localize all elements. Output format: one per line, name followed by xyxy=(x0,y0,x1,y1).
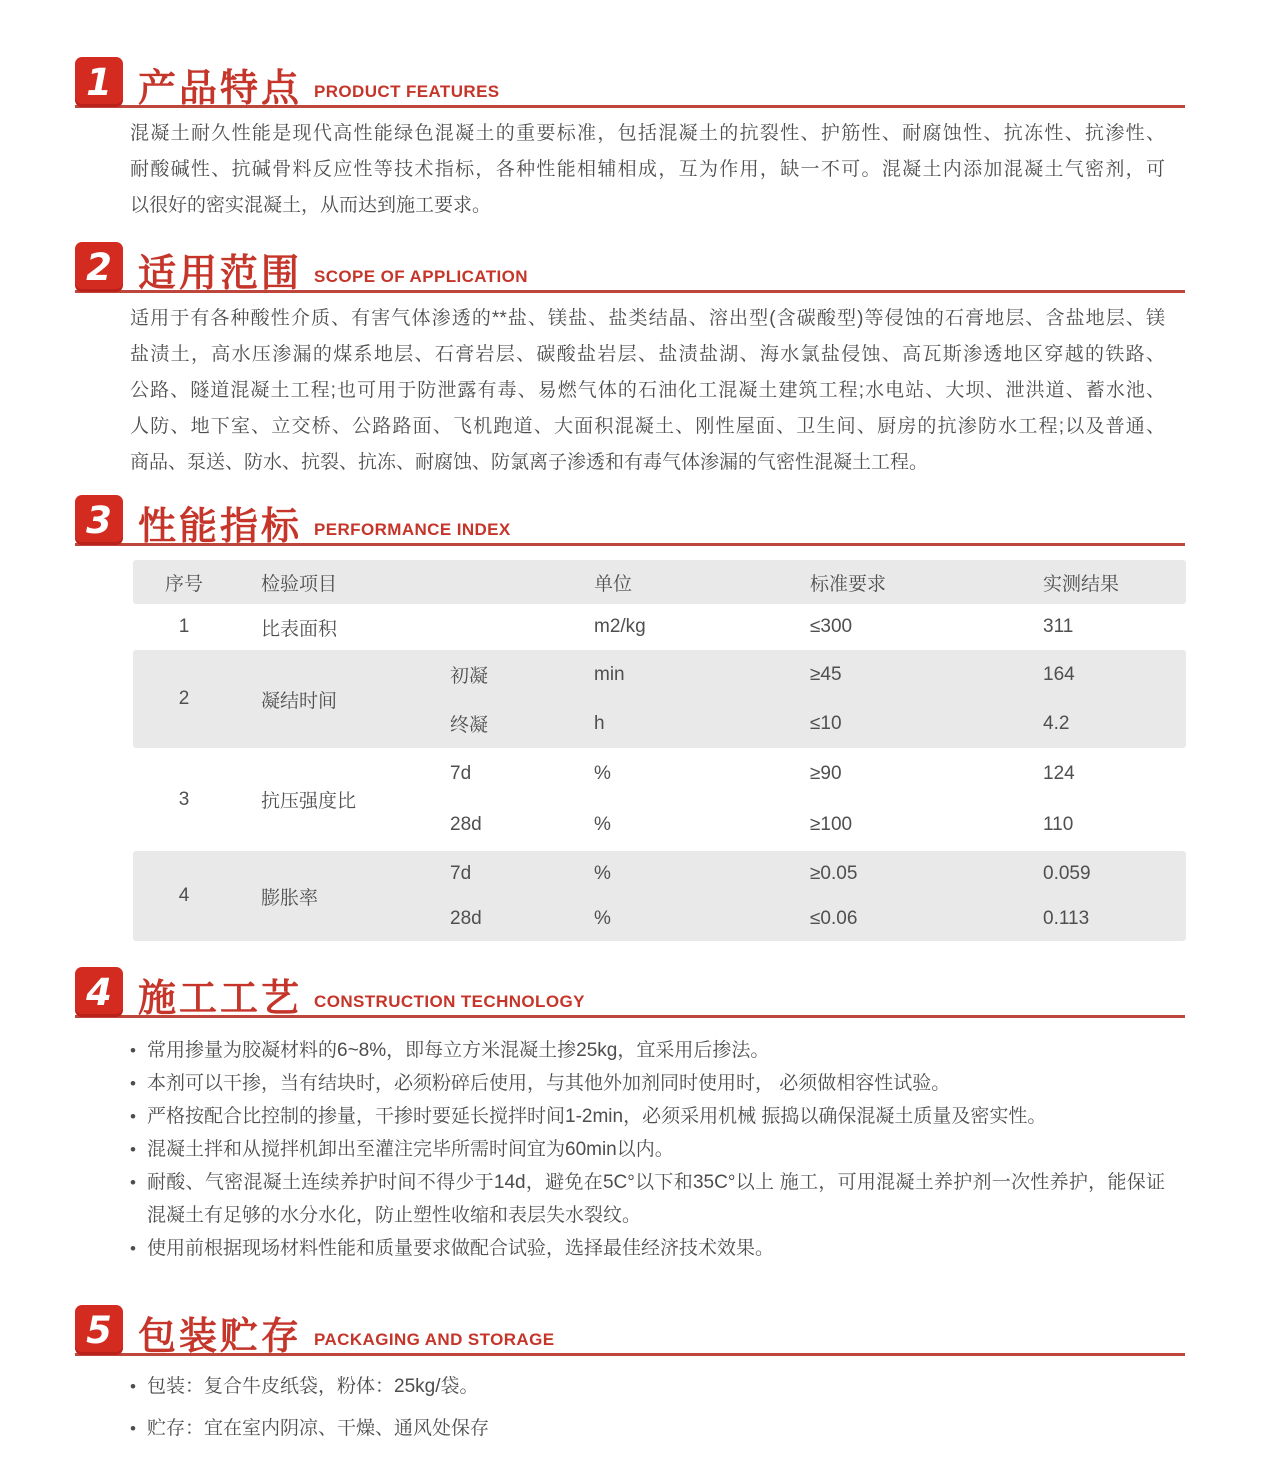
cell-no: 2 xyxy=(178,688,190,709)
cell-result: 0.113 xyxy=(1043,907,1090,929)
section-title-zh: 性能指标 xyxy=(138,506,303,548)
cell-result: 4.2 xyxy=(1043,712,1070,734)
paragraph-line: 公路、隧道混凝土工程;也可用于防泄露有毒、易燃气体的石油化工混凝土建筑工程;水电站、大坝、泄洪道、蓄水池、 xyxy=(130,380,1165,401)
paragraph-line: 适用于有各种酸性介质、有害气体渗透的**盐、镁盐、盐类结晶、溶出型(含碳酸型)等侵蚀的石膏地层、含盐地层、镁 xyxy=(130,308,1165,329)
section-title-en: SCOPE OF APPLICATION xyxy=(314,267,528,286)
table-row xyxy=(133,604,1186,650)
cell-sub: 终凝 xyxy=(450,715,489,736)
table-subrow xyxy=(430,851,1186,896)
list-item xyxy=(130,1414,1165,1444)
section-title-zh: 包装贮存 xyxy=(138,1316,303,1358)
bullet-dot-icon: • xyxy=(130,1041,136,1060)
section-title-zh: 施工工艺 xyxy=(138,978,303,1020)
cell-item: 比表面积 xyxy=(261,618,338,640)
list-item xyxy=(130,1166,1165,1232)
section-2-paragraph xyxy=(130,301,1165,481)
list-item-text: 混凝土拌和从搅拌机卸出至灌注完毕所需时间宜为60min以内。 xyxy=(147,1139,674,1160)
section-title-en: PRODUCT FEATURES xyxy=(314,82,500,101)
table-row xyxy=(133,851,1186,941)
cell-no: 3 xyxy=(178,788,190,810)
cell-std: ≤0.06 xyxy=(810,907,858,929)
table-subrow xyxy=(430,650,1186,699)
bullet-dot-icon: • xyxy=(130,1074,136,1093)
cell-std: ≤300 xyxy=(810,616,853,637)
cell-unit: m2/kg xyxy=(594,616,646,637)
cell-sub: 28d xyxy=(450,907,482,929)
list-item xyxy=(130,1372,1165,1402)
paragraph-line: 以很好的密实混凝土，从而达到施工要求。 xyxy=(130,195,492,216)
table-subrow xyxy=(430,800,1186,852)
construction-bullet-list xyxy=(130,1034,1165,1265)
cell-unit: % xyxy=(594,907,611,929)
col-header-item: 检验项目 xyxy=(261,573,338,595)
list-item xyxy=(130,1133,1165,1166)
section-title-en: PERFORMANCE INDEX xyxy=(314,520,511,539)
cell-subs xyxy=(430,851,1186,941)
section-1-paragraph xyxy=(130,116,1165,224)
table-header-right xyxy=(430,560,1186,604)
cell-sub: 初凝 xyxy=(450,666,489,687)
bullet-dot-icon: • xyxy=(130,1377,136,1396)
cell-unit: % xyxy=(594,814,611,836)
cell-subs xyxy=(430,650,1186,748)
list-item-text: 本剂可以干掺，当有结块时，必须粉碎后使用，与其他外加剂同时使用时， 必须做相容性试验。 xyxy=(147,1073,951,1094)
section-2-header xyxy=(75,240,1185,293)
col-header-unit: 单位 xyxy=(594,573,633,595)
section-title-zh: 适用范围 xyxy=(138,253,303,295)
section-number-badge xyxy=(75,495,123,545)
section-number-badge xyxy=(75,242,123,292)
section-construction-technology xyxy=(75,965,1185,1265)
cell-sub: 7d xyxy=(450,862,472,884)
section-number-badge xyxy=(75,1305,123,1355)
cell-item: 膨胀率 xyxy=(261,887,319,909)
cell-no: 1 xyxy=(178,616,190,637)
section-1-header xyxy=(75,55,1185,108)
paragraph-line: 盐渍土，高水压渗漏的煤系地层、石膏岩层、碳酸盐岩层、盐渍盐湖、海水氯盐侵蚀、高瓦斯渗透地区穿越的铁路、 xyxy=(130,344,1165,365)
cell-std: ≤10 xyxy=(810,712,842,734)
cell-unit: % xyxy=(594,762,611,784)
cell-unit: h xyxy=(594,712,605,734)
cell-subs xyxy=(430,748,1186,851)
section-3-header xyxy=(75,493,1185,546)
list-item xyxy=(130,1100,1165,1133)
list-item xyxy=(130,1034,1165,1067)
section-packaging-storage xyxy=(75,1303,1185,1444)
cell-std: ≥90 xyxy=(810,762,842,784)
paragraph-line: 人防、地下室、立交桥、公路路面、飞机跑道、大面积混凝土、刚性屋面、卫生间、厨房的抗渗防水工程;以及普通、 xyxy=(130,416,1165,437)
table-subrow xyxy=(430,604,1186,650)
cell-result: 124 xyxy=(1043,762,1075,784)
section-number: 3 xyxy=(86,498,112,542)
cell-std: ≥0.05 xyxy=(810,862,858,884)
cell-no: 4 xyxy=(178,885,190,906)
cell-unit: min xyxy=(594,663,625,685)
table-header-row xyxy=(133,560,1186,604)
section-number-badge xyxy=(75,57,123,107)
cell-result: 0.059 xyxy=(1043,862,1091,884)
bullet-dot-icon: • xyxy=(130,1419,136,1438)
paragraph-line: 混凝土耐久性能是现代高性能绿色混凝土的重要标准，包括混凝土的抗裂性、护筋性、耐腐蚀性、抗冻性、抗渗性、 xyxy=(130,123,1165,144)
cell-subs xyxy=(430,604,1186,650)
cell-std: ≥45 xyxy=(810,663,842,685)
section-scope-of-application xyxy=(75,240,1185,481)
section-5-header xyxy=(75,1303,1185,1356)
bullet-dot-icon: • xyxy=(130,1239,136,1258)
section-number: 4 xyxy=(86,970,112,1014)
list-item-text: 严格按配合比控制的掺量，干掺时要延长搅拌时间1-2min，必须采用机械 振捣以确保混凝土质量及密实性。 xyxy=(147,1106,1047,1127)
cell-result: 311 xyxy=(1043,616,1074,637)
table-row xyxy=(133,748,1186,851)
section-performance-index xyxy=(75,493,1185,941)
paragraph-line: 商品、泵送、防水、抗裂、抗冻、耐腐蚀、防氯离子渗透和有毒气体渗漏的气密性混凝土工程。 xyxy=(130,452,929,473)
list-item-text: 常用掺量为胶凝材料的6~8%，即每立方米混凝土掺25kg，宜采用后掺法。 xyxy=(147,1040,770,1061)
section-number: 1 xyxy=(86,60,112,104)
table-header-subrow xyxy=(430,560,1186,604)
section-title-zh: 产品特点 xyxy=(138,68,303,110)
cell-unit: % xyxy=(594,862,611,884)
list-item xyxy=(130,1232,1165,1265)
cell-result: 164 xyxy=(1043,663,1075,685)
cell-sub: 7d xyxy=(450,762,472,784)
section-number: 5 xyxy=(86,1308,112,1352)
cell-result: 110 xyxy=(1043,814,1074,836)
cell-std: ≥100 xyxy=(810,814,853,836)
col-header-no: 序号 xyxy=(164,573,203,595)
section-title-en: PACKAGING AND STORAGE xyxy=(314,1330,555,1349)
section-product-features xyxy=(75,55,1185,224)
col-header-result: 实测结果 xyxy=(1043,573,1120,595)
list-item-text: 使用前根据现场材料性能和质量要求做配合试验，选择最佳经济技术效果。 xyxy=(147,1238,775,1259)
table-subrow xyxy=(430,699,1186,748)
list-item xyxy=(130,1067,1165,1100)
bullet-dot-icon: • xyxy=(130,1107,136,1126)
cell-item: 凝结时间 xyxy=(261,690,338,712)
list-item-text: 包装：复合牛皮纸袋，粉体：25kg/袋。 xyxy=(147,1376,479,1397)
section-title-en: CONSTRUCTION TECHNOLOGY xyxy=(314,992,585,1011)
section-number: 2 xyxy=(86,245,112,289)
list-item-text: 耐酸、气密混凝土连续养护时间不得少于14d，避免在5C°以下和35C°以上 施工，可用混凝土养护剂一次性养护，能保证混凝土有足够的水分水化，防止塑性收缩和表层失水裂纹。 xyxy=(147,1172,1165,1226)
list-item-text: 贮存：宜在室内阴凉、干燥、通风处保存 xyxy=(147,1418,490,1439)
table-subrow xyxy=(430,896,1186,941)
paragraph-line: 耐酸碱性、抗碱骨料反应性等技术指标，各种性能相辅相成，互为作用，缺一不可。混凝土内添加混凝土气密剂，可 xyxy=(130,159,1165,180)
cell-item: 抗压强度比 xyxy=(261,791,357,812)
section-4-header xyxy=(75,965,1185,1018)
table-row xyxy=(133,650,1186,748)
cell-sub: 28d xyxy=(450,814,482,836)
bullet-dot-icon: • xyxy=(130,1140,136,1159)
packaging-bullet-list xyxy=(130,1372,1165,1444)
col-header-std: 标准要求 xyxy=(810,573,887,595)
table-subrow xyxy=(430,748,1186,800)
section-number-badge xyxy=(75,967,123,1017)
bullet-dot-icon: • xyxy=(130,1173,136,1192)
performance-table xyxy=(133,560,1186,941)
